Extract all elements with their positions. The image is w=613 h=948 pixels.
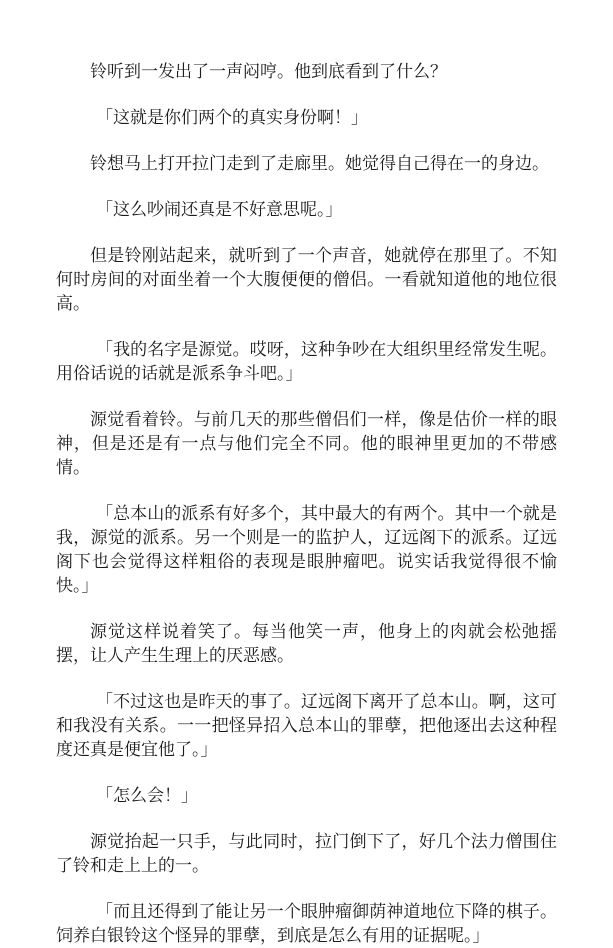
paragraph: 铃想马上打开拉门走到了走廊里。她觉得自己得在一的身边。 (90, 154, 549, 174)
dialogue-paragraph: 「怎么会！」 (96, 786, 198, 806)
dialogue-paragraph: 「我的名字是源觉。哎呀，这种争吵在大组织里经常发生呢。用俗话说的话就是派系争斗吧。」 (56, 340, 557, 384)
dialogue-paragraph: 「而且还得到了能让另一个眼肿瘤御荫神道地位下降的棋子。饲养白银铃这个怪异的罪孽，到底是怎么有用的证据呢。」 (56, 902, 557, 946)
paragraph: 但是铃刚站起来，就听到了一个声音，她就停在那里了。不知何时房间的对面坐着一个大腹便便的僧侣。一看就知道他的地位很高。 (56, 246, 557, 314)
dialogue-paragraph: 「不过这也是昨天的事了。辽远阁下离开了总本山。啊，这可和我没有关系。一一把怪异招入总本山的罪孽，把他逐出去这种程度还真是便宜他了。」 (56, 692, 557, 760)
paragraph: 源觉看着铃。与前几天的那些僧侣们一样，像是估价一样的眼神，但是还是有一点与他们完全不同。他的眼神里更加的不带感情。 (56, 410, 557, 478)
paragraph: 源觉这样说着笑了。每当他笑一声，他身上的肉就会松弛摇摆，让人产生生理上的厌恶感。 (56, 622, 557, 666)
dialogue-paragraph: 「总本山的派系有好多个，其中最大的有两个。其中一个就是我，源觉的派系。另一个则是一的监护人，辽远阁下的派系。辽远阁下也会觉得这样粗俗的表现是眼肿瘤吧。说实话我觉得很不愉快。」 (56, 504, 557, 596)
paragraph: 铃听到一发出了一声闷哼。他到底看到了什么？ (90, 62, 447, 82)
dialogue-paragraph: 「这么吵闹还真是不好意思呢。」 (96, 200, 343, 220)
paragraph: 源觉抬起一只手，与此同时，拉门倒下了，好几个法力僧围住了铃和走上上的一。 (56, 832, 557, 876)
dialogue-paragraph: 「这就是你们两个的真实身份啊！」 (96, 108, 368, 128)
